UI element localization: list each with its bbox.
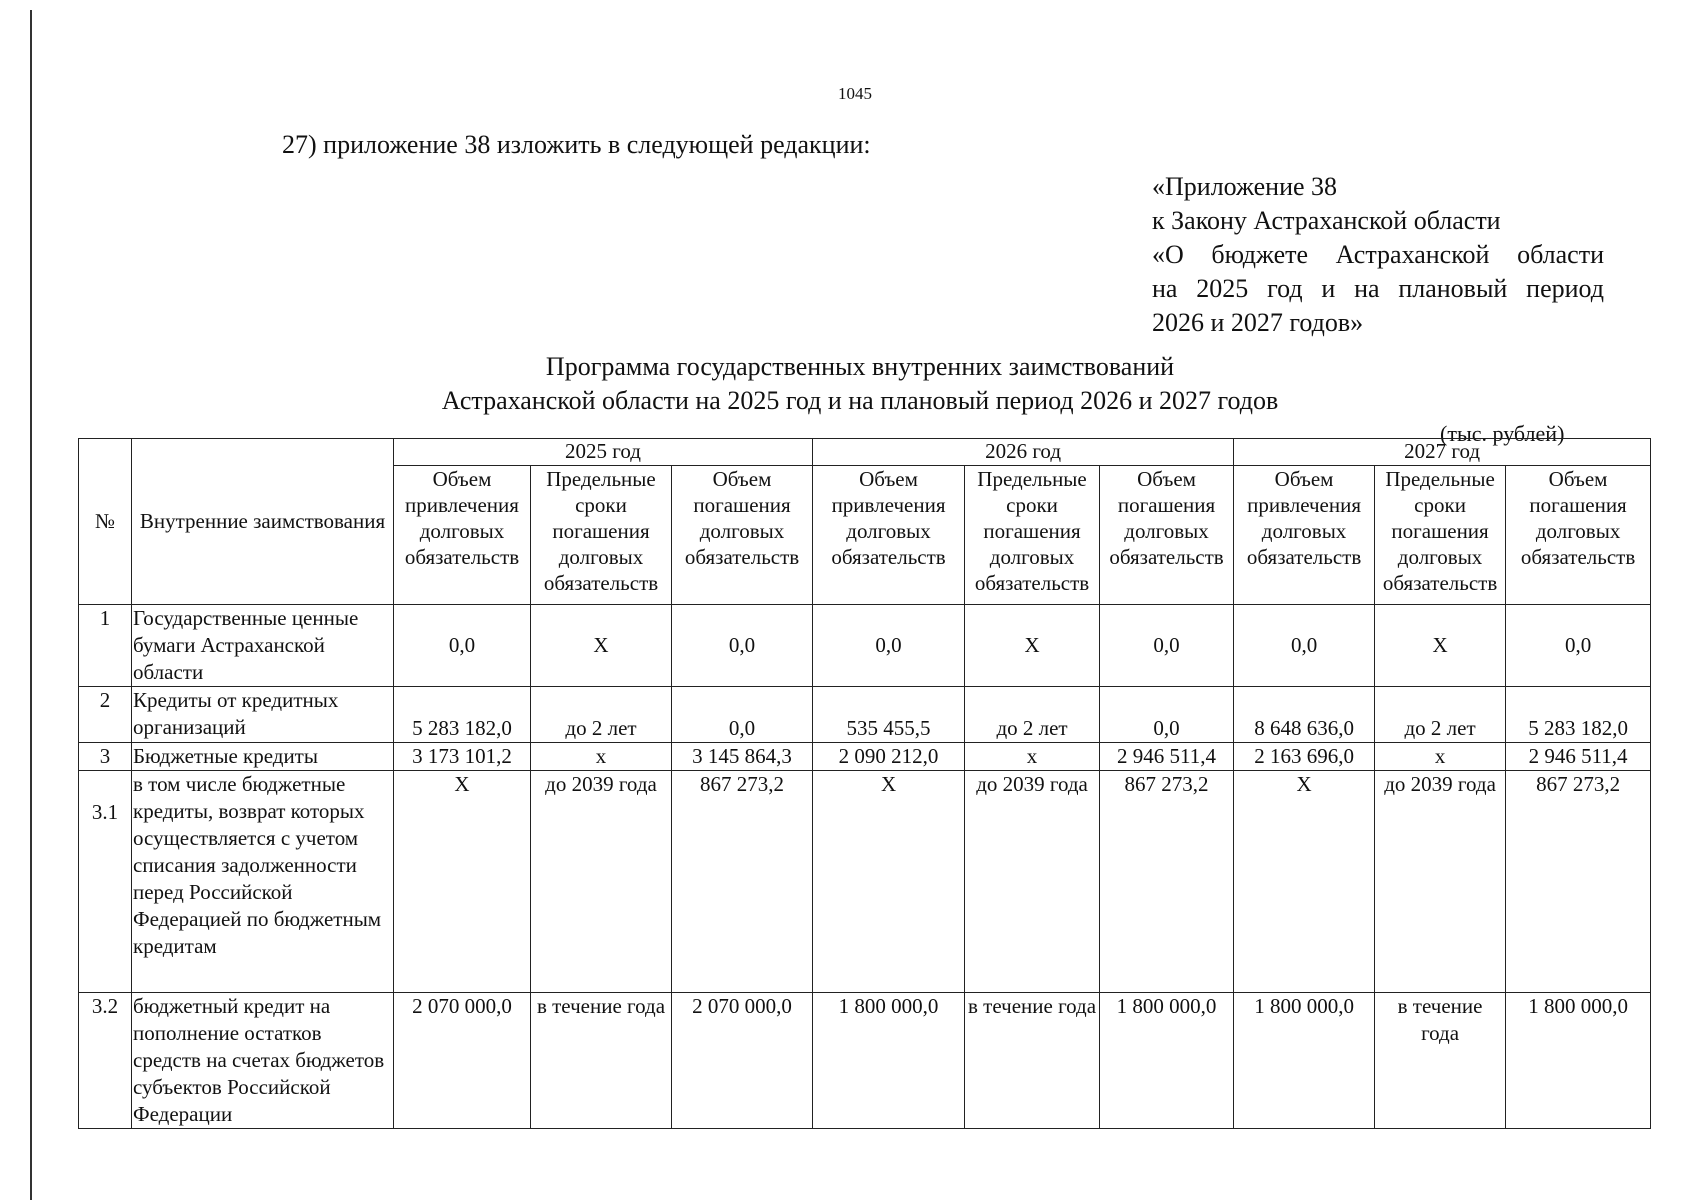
cell-attraction-2027: X [1234, 771, 1375, 993]
row-name: бюджетный кредит на пополнение остатков средств на счетах бюджетов субъектов Российской Федерации [132, 993, 394, 1129]
cell-repayment-2026: 0,0 [1100, 605, 1234, 687]
table-row [79, 743, 1651, 771]
cell-attraction-2025: 0,0 [394, 605, 531, 687]
header-term-2026: Предельные сроки погашения долговых обязательств [965, 466, 1100, 605]
cell-repayment-2025: 0,0 [672, 605, 813, 687]
table-row [79, 687, 1651, 743]
cell-term-2027: в течение года [1375, 993, 1506, 1129]
cell-term-2026: до 2039 года [965, 771, 1100, 993]
row-number: 3 [79, 743, 132, 771]
row-number: 3.2 [79, 993, 132, 1129]
cell-term-2026: в течение года [965, 993, 1100, 1129]
cell-term-2025: x [531, 743, 672, 771]
appendix-line-3: «О бюджете Астраханской области [1152, 240, 1604, 269]
header-year-2027: 2027 год [1234, 439, 1651, 466]
row-name: Бюджетные кредиты [132, 743, 394, 771]
cell-repayment-2026: 867 273,2 [1100, 771, 1234, 993]
header-name: Внутренние заимствования [132, 439, 394, 605]
cell-attraction-2027: 2 163 696,0 [1234, 743, 1375, 771]
table-row [79, 605, 1651, 687]
row-number: 3.1 [79, 771, 132, 993]
header-attraction-2026: Объем привлечения долговых обязательств [813, 466, 965, 605]
cell-repayment-2025: 3 145 864,3 [672, 743, 813, 771]
row-name: в том числе бюджетные кредиты, возврат которых осуществляется с учетом списания задолженности перед Российской Федерацией по бюджетным кредитам [132, 771, 394, 993]
appendix-header [1152, 170, 1604, 340]
header-year-2025: 2025 год [394, 439, 813, 466]
header-row-years [79, 439, 1651, 466]
cell-attraction-2025: 5 283 182,0 [394, 687, 531, 743]
cell-term-2027: X [1375, 605, 1506, 687]
row-number: 1 [79, 605, 132, 687]
cell-attraction-2026: 535 455,5 [813, 687, 965, 743]
table-row [79, 993, 1651, 1129]
header-repayment-2025: Объем погашения долговых обязательств [672, 466, 813, 605]
cell-term-2026: X [965, 605, 1100, 687]
table-row [79, 771, 1651, 993]
cell-attraction-2026: 1 800 000,0 [813, 993, 965, 1129]
cell-term-2027: x [1375, 743, 1506, 771]
cell-repayment-2026: 1 800 000,0 [1100, 993, 1234, 1129]
cell-attraction-2027: 1 800 000,0 [1234, 993, 1375, 1129]
cell-repayment-2027: 0,0 [1506, 605, 1651, 687]
header-repayment-2026: Объем погашения долговых обязательств [1100, 466, 1234, 605]
header-num: № [79, 439, 132, 605]
header-term-2025: Предельные сроки погашения долговых обязательств [531, 466, 672, 605]
cell-attraction-2026: X [813, 771, 965, 993]
cell-attraction-2027: 0,0 [1234, 605, 1375, 687]
header-term-2027: Предельные сроки погашения долговых обязательств [1375, 466, 1506, 605]
cell-term-2027: до 2039 года [1375, 771, 1506, 993]
header-attraction-2027: Объем привлечения долговых обязательств [1234, 466, 1375, 605]
document-title [300, 350, 1420, 418]
cell-term-2027: до 2 лет [1375, 687, 1506, 743]
borrowings-table [78, 438, 1651, 1129]
intro-text: 27) приложение 38 изложить в следующей редакции: [282, 130, 871, 159]
header-repayment-2027: Объем погашения долговых обязательств [1506, 466, 1651, 605]
appendix-line-4: на 2025 год и на плановый период [1152, 274, 1604, 303]
document-title-line-2: Астраханской области на 2025 год и на плановый период 2026 и 2027 годов [441, 386, 1279, 415]
row-name: Кредиты от кредитных организаций [132, 687, 394, 743]
appendix-line-2: к Закону Астраханской области [1152, 206, 1501, 235]
units-label: (тыс. рублей) [1440, 421, 1565, 446]
cell-repayment-2026: 0,0 [1100, 687, 1234, 743]
cell-repayment-2025: 867 273,2 [672, 771, 813, 993]
cell-term-2025: до 2 лет [531, 687, 672, 743]
page-margin-line [30, 10, 32, 1200]
cell-repayment-2027: 867 273,2 [1506, 771, 1651, 993]
cell-repayment-2026: 2 946 511,4 [1100, 743, 1234, 771]
cell-attraction-2026: 2 090 212,0 [813, 743, 965, 771]
appendix-line-1: «Приложение 38 [1152, 172, 1338, 201]
cell-term-2026: x [965, 743, 1100, 771]
appendix-line-5: 2026 и 2027 годов» [1152, 308, 1364, 337]
cell-attraction-2025: 2 070 000,0 [394, 993, 531, 1129]
row-name: Государственные ценные бумаги Астраханской области [132, 605, 394, 687]
cell-attraction-2025: X [394, 771, 531, 993]
cell-attraction-2027: 8 648 636,0 [1234, 687, 1375, 743]
cell-term-2025: в течение года [531, 993, 672, 1129]
cell-term-2025: до 2039 года [531, 771, 672, 993]
cell-repayment-2025: 0,0 [672, 687, 813, 743]
cell-repayment-2027: 2 946 511,4 [1506, 743, 1651, 771]
cell-repayment-2027: 1 800 000,0 [1506, 993, 1651, 1129]
cell-term-2025: X [531, 605, 672, 687]
cell-attraction-2025: 3 173 101,2 [394, 743, 531, 771]
cell-attraction-2026: 0,0 [813, 605, 965, 687]
row-number: 2 [79, 687, 132, 743]
header-attraction-2025: Объем привлечения долговых обязательств [394, 466, 531, 605]
cell-repayment-2027: 5 283 182,0 [1506, 687, 1651, 743]
cell-repayment-2025: 2 070 000,0 [672, 993, 813, 1129]
document-title-line-1: Программа государственных внутренних заимствований [545, 352, 1175, 381]
page-number: 1045 [838, 84, 872, 103]
cell-term-2026: до 2 лет [965, 687, 1100, 743]
header-year-2026: 2026 год [813, 439, 1234, 466]
